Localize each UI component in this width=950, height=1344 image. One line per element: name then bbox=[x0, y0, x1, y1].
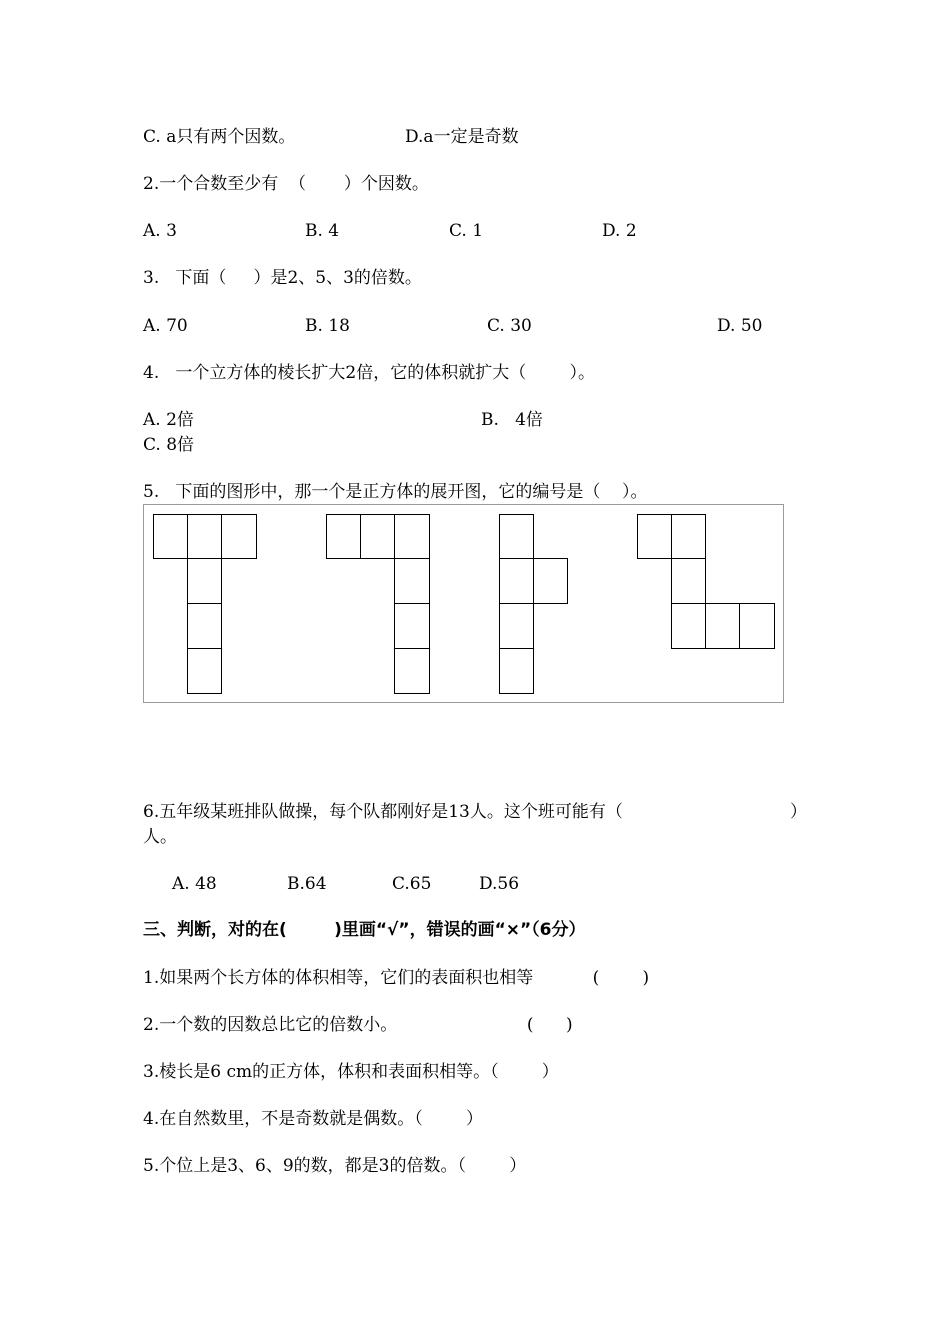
net-square bbox=[187, 558, 222, 604]
q4-option-a: A. 2倍 bbox=[143, 410, 194, 430]
q1-option-c: C. a只有两个因数。 bbox=[143, 127, 296, 147]
q6-option-d: D.56 bbox=[479, 874, 520, 894]
q4-option-b: B. 4倍 bbox=[481, 410, 543, 430]
net-square bbox=[326, 514, 361, 559]
q3-option-c: C. 30 bbox=[487, 316, 532, 336]
q3-option-b: B. 18 bbox=[305, 316, 350, 336]
net-square bbox=[739, 603, 775, 649]
judge-item-3: 3.棱长是6 cm的正方体，体积和表面积相等。（ ） bbox=[143, 1062, 559, 1082]
net-square bbox=[499, 514, 534, 559]
q6-option-a: A. 48 bbox=[172, 874, 217, 894]
judge-item-2: 2.一个数的因数总比它的倍数小。 ( ) bbox=[143, 1015, 573, 1035]
net-square bbox=[705, 603, 740, 649]
judge-item-4: 4.在自然数里，不是奇数就是偶数。（ ） bbox=[143, 1109, 483, 1129]
q2-question: 2.一个合数至少有 （ ）个因数。 bbox=[143, 174, 429, 194]
q2-option-c: C. 1 bbox=[449, 221, 484, 241]
net-square bbox=[187, 603, 222, 649]
q6-option-b: B.64 bbox=[287, 874, 327, 894]
q4-question: 4. 一个立方体的棱长扩大2倍，它的体积就扩大（ ）。 bbox=[143, 363, 595, 383]
q2-option-d: D. 2 bbox=[602, 221, 637, 241]
net-square bbox=[637, 514, 672, 559]
net-square bbox=[499, 648, 534, 694]
net-square bbox=[360, 514, 395, 559]
section3-heading: 三、判断，对的在( )里画“√”，错误的画“×”（6分） bbox=[143, 920, 586, 940]
net-square bbox=[533, 558, 568, 604]
net-square bbox=[394, 648, 430, 694]
q6-option-c: C.65 bbox=[392, 874, 432, 894]
net-square bbox=[153, 514, 188, 559]
net-square bbox=[394, 558, 430, 604]
judge-item-5: 5.个位上是3、6、9的数，都是3的倍数。（ ） bbox=[143, 1156, 527, 1176]
net-square bbox=[394, 514, 430, 559]
net-square bbox=[187, 514, 222, 559]
q2-option-b: B. 4 bbox=[305, 221, 340, 241]
q1-option-d: D.a一定是奇数 bbox=[405, 127, 519, 147]
net-square bbox=[187, 648, 222, 694]
q6-question: 6.五年级某班排队做操，每个队都刚好是13人。这个班可能有（ bbox=[143, 802, 623, 822]
q3-question: 3. 下面（ ）是2、5、3的倍数。 bbox=[143, 268, 422, 288]
q2-option-a: A. 3 bbox=[143, 221, 177, 241]
net-square bbox=[671, 603, 706, 649]
net-square bbox=[499, 558, 534, 604]
net-square bbox=[499, 603, 534, 649]
q3-option-d: D. 50 bbox=[717, 316, 763, 336]
net-square bbox=[221, 514, 257, 559]
q5-question: 5. 下面的图形中，那一个是正方体的展开图，它的编号是（ ）。 bbox=[143, 482, 648, 502]
net-square bbox=[671, 514, 706, 559]
judge-item-1: 1.如果两个长方体的体积相等，它们的表面积也相等 ( ) bbox=[143, 968, 650, 988]
net-square bbox=[394, 603, 430, 649]
q4-option-c: C. 8倍 bbox=[143, 435, 195, 455]
q6-question-cont: 人。 bbox=[143, 827, 177, 847]
q6-close-paren: ） bbox=[790, 802, 807, 822]
cube-nets-figure bbox=[143, 504, 784, 703]
net-square bbox=[671, 558, 706, 604]
q3-option-a: A. 70 bbox=[143, 316, 188, 336]
